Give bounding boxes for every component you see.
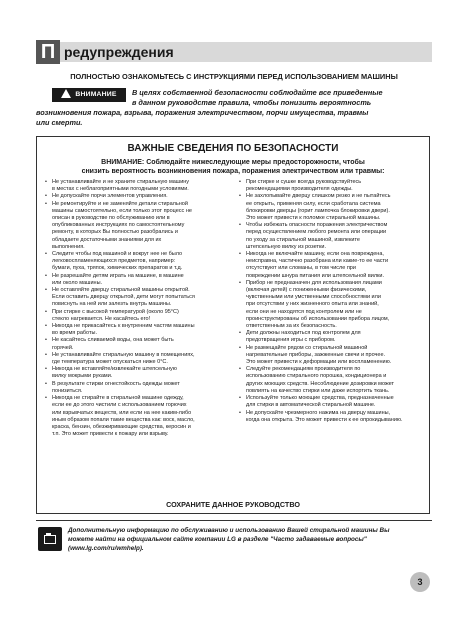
safety-item-line: • При стирке с высокой температурой (около 95°C) [45, 309, 229, 316]
safety-item-line: • Используйте только моющие средства, предназначенные [239, 395, 423, 402]
safety-item [239, 222, 423, 251]
safety-item-line: • Никогда не стирайте в стиральной машине одежду, [45, 395, 229, 402]
safety-item [45, 309, 229, 323]
safety-item-line: где температура может опускаться ниже 0°C. [52, 359, 168, 366]
safety-item-line: по уходу за стиральной машиной, извлеките [246, 236, 360, 243]
safety-item [45, 352, 229, 366]
warning-text-line-2: в данном руководстве правила, чтобы понизить вероятность [132, 98, 372, 107]
safety-item [45, 193, 229, 200]
safety-item-line: выполнения. [52, 243, 85, 250]
safety-item-line: • Дети должны находиться под контролем для [239, 330, 423, 337]
safety-item-line: • Не захлопывайте дверцу слишком резко и не пытайтесь [239, 193, 423, 200]
safety-box [36, 136, 430, 514]
safety-item-line: если они не находятся под контролем или не [246, 308, 362, 315]
safety-item-line: стекло нагревается. Не касайтесь его! [52, 315, 151, 322]
safety-item-line: повиснуть на ней или залезть внутрь машины. [52, 301, 172, 308]
safety-item-line: ответственным за их безопасность. [246, 323, 337, 330]
safety-item-line: Это может привести к поломке стиральной машины. [246, 215, 381, 222]
safety-item-line: перед осуществлением любого ремонта или операции [246, 229, 387, 236]
safety-item-line: • Не размещайте рядом со стиральной машиной [239, 345, 423, 352]
safety-item-line: • Не допускайте порчи элементов управления. [45, 193, 229, 200]
safety-item-line: • Не оставляйте дверцу стиральной машины открытой. [45, 287, 229, 294]
safety-item-line: (включая детей) с пониженными физическими, [246, 287, 367, 294]
divider [36, 520, 432, 521]
safety-item-line: • Никогда не прикасайтесь к внутренним частям машины [45, 323, 229, 330]
safety-item-line: • Не устанавливайте стиральную машину в помещениях, [45, 352, 229, 359]
safety-item-line: • Следуйте рекомендациям производителя по [239, 366, 423, 373]
safety-item-line: • Никогда не включайте машину, если она повреждена, [239, 251, 423, 258]
safety-item-line: вилку мокрыми руками. [52, 373, 113, 380]
warning-text-line-1: В целях собственной безопасности соблюдайте все приведенные [132, 88, 383, 97]
safety-item-line: неисправна, частично разобрана или какие-то ее части [246, 258, 389, 265]
page-title: редупреждения [64, 44, 174, 60]
safety-subtitle-line-1: ВНИМАНИЕ: Соблюдайте нижеследующие меры предосторожности, чтобы [101, 159, 365, 166]
info-text-line-1: Дополнительную информацию по обслуживанию и использованию Вашей стиральной машины Вы [68, 527, 390, 534]
safety-item-line: повлиять на качество стирки или даже испортить ткань. [246, 387, 390, 394]
safety-item-line: понизиться. [52, 387, 83, 394]
safety-item-line: ремонту, в которых Вы полностью разобрались и [52, 229, 178, 236]
safety-item-line: ее открыть, применяя силу, если сработала система [246, 200, 381, 207]
header-initial-letter: П [36, 40, 60, 64]
safety-item [239, 366, 423, 395]
safety-right-column [239, 179, 423, 424]
safety-item-line: • Прибор не предназначен для использования лицами [239, 280, 423, 287]
safety-item-line: иным образом попали такие вещества как: воск, масло, [52, 416, 195, 423]
warning-badge-label: ВНИМАНИЕ [75, 91, 117, 98]
warning-badge [52, 88, 126, 102]
safety-item-line: • Не касайтесь сливаемой воды, она может быть [45, 337, 229, 344]
safety-item-line: • Не ремонтируйте и не заменяйте детали стиральной [45, 201, 229, 208]
page-number: 3 [410, 572, 430, 592]
safety-item-line: если ее до этого чистили с использованием горючих [52, 402, 187, 409]
safety-item-line: • Не допускайте чрезмерного нажима на дверцу машины, [239, 410, 423, 417]
safety-item [239, 345, 423, 367]
safety-item-line: для стирки в автоматической стиральной машине. [246, 402, 376, 409]
safety-item-line: Это может привести к деформации или воспламенению. [246, 359, 392, 366]
safety-item-line: проинструктированы об использовании прибора лицом, [246, 315, 390, 322]
info-text-line-3: (www.lg.com/ru/wmhelp). [68, 545, 144, 552]
safety-item [239, 179, 423, 193]
safety-title: ВАЖНЫЕ СВЕДЕНИЯ ПО БЕЗОПАСНОСТИ [127, 143, 339, 154]
safety-item-line: • Следите чтобы под машиной и вокруг нее не было [45, 251, 229, 258]
safety-item-line: других моющих средств. Несоблюдение дозировки может [246, 380, 395, 387]
safety-item [45, 251, 229, 273]
safety-item-line: использованию стирального порошка, кондиционера и [246, 373, 387, 380]
safety-item-line: Если оставить дверцу открытой, дети могут попытаться [52, 294, 195, 301]
safety-item [239, 251, 423, 280]
safety-item-line: рекомендациями производителя одежды. [246, 186, 353, 193]
safety-item [45, 366, 229, 380]
safety-item-line: горячей. [52, 344, 74, 351]
safety-item-line: при отсутствии у них жизненного опыта или знаний, [246, 301, 379, 308]
intro-heading: ПОЛНОСТЬЮ ОЗНАКОМЬТЕСЬ С ИНСТРУКЦИЯМИ ПЕРЕД ИСПОЛЬЗОВАНИЕМ МАШИНЫ [70, 72, 398, 81]
safety-item [45, 395, 229, 438]
safety-item-line: штепсельную вилку из розетки. [246, 243, 327, 250]
safety-subtitle-line-2: снизить вероятность возникновения пожара, поражения электричеством или травмы: [81, 168, 385, 175]
safety-item-line: опубликованных инструкциях по самостоятельному [52, 222, 185, 229]
warning-triangle-icon [61, 89, 71, 98]
safety-item-line: бумаги, пуха, тряпок, химических препаратов и т.д. [52, 265, 183, 272]
safety-item-line: предотвращения игры с прибором. [246, 337, 336, 344]
page-header [36, 40, 432, 64]
safety-item-line: или около машины. [52, 279, 103, 286]
safety-item [45, 179, 229, 193]
safety-item-line: нагревательные приборы, зажженные свечи и прочее. [246, 351, 386, 358]
save-manual-note: СОХРАНИТЕ ДАННОЕ РУКОВОДСТВО [166, 500, 300, 509]
safety-item-line: т.п. Это может привести к пожару или взрыву. [52, 431, 169, 438]
safety-item-line: краска, бензин, обезжиривающие средства, керосин и [52, 423, 191, 430]
warning-text-line-3: возникновения пожара, взрыва, поражения электричеством, порчи имущества, травмы [36, 108, 369, 117]
safety-item-line: в местах с неблагоприятными погодными условиями. [52, 186, 189, 193]
safety-item-line: повреждении шнура питания или штепсельной вилки. [246, 272, 385, 279]
safety-item [239, 280, 423, 330]
warning-text-line-4: или смерти. [36, 118, 83, 127]
safety-item-line: • Никогда не вставляйте/извлекайте штепсельную [45, 366, 229, 373]
safety-item [45, 381, 229, 395]
safety-item [45, 201, 229, 251]
safety-item [45, 337, 229, 351]
safety-item-line: когда она открыта. Это может привести к ее опрокидыванию. [246, 416, 403, 423]
safety-item-line: чувственными или умственными способностями или [246, 294, 381, 301]
safety-item-line: • При стирке и сушке всегда руководствуйтесь [239, 179, 423, 186]
safety-item [45, 273, 229, 287]
safety-item-line: • В результате стирки огнестойкость одежды может [45, 381, 229, 388]
safety-item [239, 395, 423, 409]
book-icon [38, 527, 62, 551]
safety-item [45, 323, 229, 337]
safety-left-column [45, 179, 229, 438]
safety-item-line: или взрывчатых веществ, или если на нее каким-либо [52, 409, 192, 416]
safety-item-line: • Чтобы избежать опасности поражения электричеством [239, 222, 423, 229]
safety-item-line: обладаете достаточными знаниями для их [52, 236, 162, 243]
safety-item-line: во время работы. [52, 330, 97, 337]
safety-item [45, 287, 229, 309]
safety-item [239, 410, 423, 424]
safety-item-line: блокировки дверцы (горит лампочка блокировки двери). [246, 207, 390, 214]
safety-item-line: описан в руководстве по обслуживанию или в [52, 215, 170, 222]
safety-item-line: машины самостоятельно, если только этот процесс не [52, 207, 192, 214]
safety-item-line: отсутствуют или сломаны, в том числе при [246, 265, 356, 272]
safety-item [239, 330, 423, 344]
safety-item-line: легковоспламеняющихся предметов, например: [52, 258, 176, 265]
info-text-line-2: можете найти на официальном сайте компании LG в разделе "Часто задаваемые вопросы" [68, 536, 367, 543]
safety-item-line: • Не разрешайте детям играть на машине, в машине [45, 273, 229, 280]
safety-item [239, 193, 423, 222]
safety-item-line: • Не устанавливайте и не храните стиральную машину [45, 179, 229, 186]
